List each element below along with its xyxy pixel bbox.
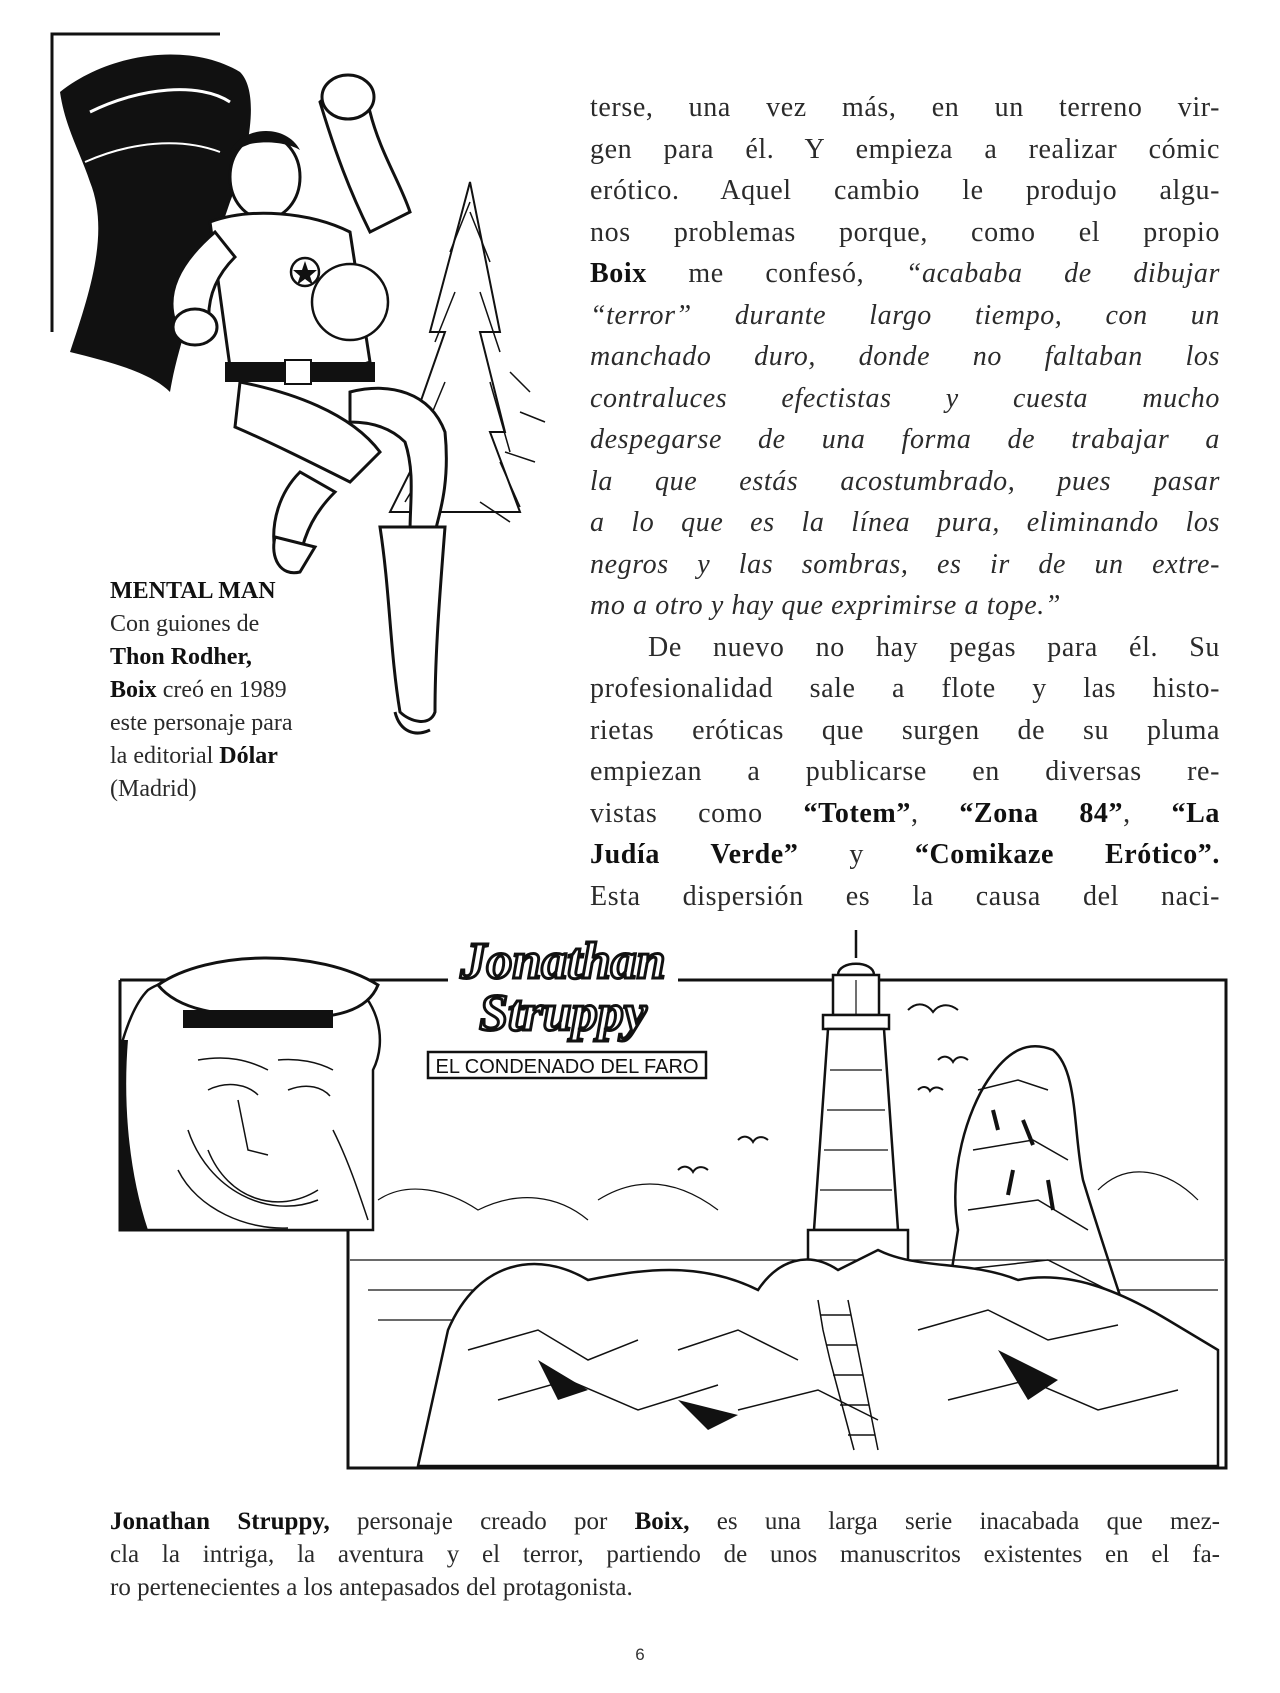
jonathan-struppy-panel (118, 930, 1228, 1470)
magazine-title: “Zona 84” (959, 797, 1124, 829)
body-italic: mo a otro y hay que exprimirse a tope.” (590, 590, 1062, 621)
caption-artist: Boix (110, 677, 157, 703)
mental-man-caption (110, 575, 400, 806)
struppy-logo (428, 933, 706, 1078)
body-italic: la que estás acostumbrado, pues pasar (590, 465, 1220, 497)
caption-line: (Madrid) (110, 776, 197, 802)
body-bold: Boix (590, 258, 647, 289)
body-line: terse, una vez más, en un terreno vir- (590, 92, 1220, 123)
caption-line: ro pertenecientes a los antepasados del protagonista. (110, 1574, 633, 1601)
body-line: nos problemas porque, como el propio (590, 216, 1220, 248)
struppy-drawing (118, 930, 1228, 1470)
magazine-title: “Totem” (803, 797, 911, 829)
caption-bold: Jonathan Struppy, (110, 1508, 330, 1535)
body-line: Esta dispersión es la causa del naci- (590, 880, 1220, 912)
magazine-title: “Comikaze Erótico”. (914, 839, 1220, 870)
body-span: me confesó, (646, 258, 906, 289)
struppy-caption (110, 1505, 1220, 1604)
body-italic: manchado duro, donde no faltaban los (590, 341, 1220, 372)
caption-line: Con guiones de (110, 611, 260, 637)
caption-line: este personaje para (110, 710, 293, 736)
body-line (590, 253, 1220, 295)
body-italic: despegarse de una forma de trabajar a (590, 424, 1220, 455)
body-span: y (798, 839, 915, 870)
caption-title: MENTAL MAN (110, 578, 276, 604)
body-span: , (1123, 797, 1172, 829)
body-italic: negros y las sombras, es ir de un extre- (590, 548, 1220, 580)
body-italic: “acababa de dibujar (905, 258, 1220, 289)
logo-subtitle: EL CONDENADO DEL FARO (435, 1056, 699, 1078)
body-italic: “terror” durante largo tiempo, con un (590, 299, 1220, 331)
caption-publisher: Dólar (219, 743, 278, 769)
body-line: De nuevo no hay pegas para él. Su (648, 631, 1220, 663)
caption-line: creó en 1989 (156, 677, 287, 703)
body-text-column (590, 87, 1220, 917)
lighthouse (808, 930, 908, 1300)
body-line: profesionalidad sale a flote y las histo- (590, 673, 1220, 704)
body-line: empiezan a publicarse en diversas re- (590, 756, 1220, 787)
logo-line1: Jonathan (460, 933, 666, 990)
body-italic: a lo que es la línea pura, eliminando los (590, 507, 1220, 538)
page-number: 6 (635, 1645, 645, 1664)
caption-line: cla la intriga, la aventura y el terror, partiendo de unos manuscritos existentes en el fa- (110, 1541, 1220, 1568)
caption-writer: Thon Rodher, (110, 644, 252, 670)
body-line: rietas eróticas que surgen de su pluma (590, 714, 1220, 746)
caption-line (110, 1505, 1220, 1538)
body-line (590, 793, 1220, 835)
body-span: vistas como (590, 797, 804, 829)
caption-line: la editorial (110, 743, 220, 769)
caption-span: personaje creado por (329, 1508, 635, 1535)
magazine-title: Judía Verde” (590, 839, 799, 870)
caption-span: es una larga serie inacabada que mez- (689, 1508, 1220, 1535)
body-span: , (910, 797, 960, 829)
body-line: gen para él. Y empieza a realizar cómic (590, 133, 1220, 165)
body-line (590, 834, 1220, 876)
body-line: erótico. Aquel cambio le produjo algu- (590, 175, 1220, 206)
caption-bold: Boix, (634, 1508, 690, 1535)
logo-line2: Struppy (479, 985, 647, 1042)
body-italic: contraluces efectistas y cuesta mucho (590, 382, 1220, 414)
magazine-title: “La (1171, 797, 1221, 829)
